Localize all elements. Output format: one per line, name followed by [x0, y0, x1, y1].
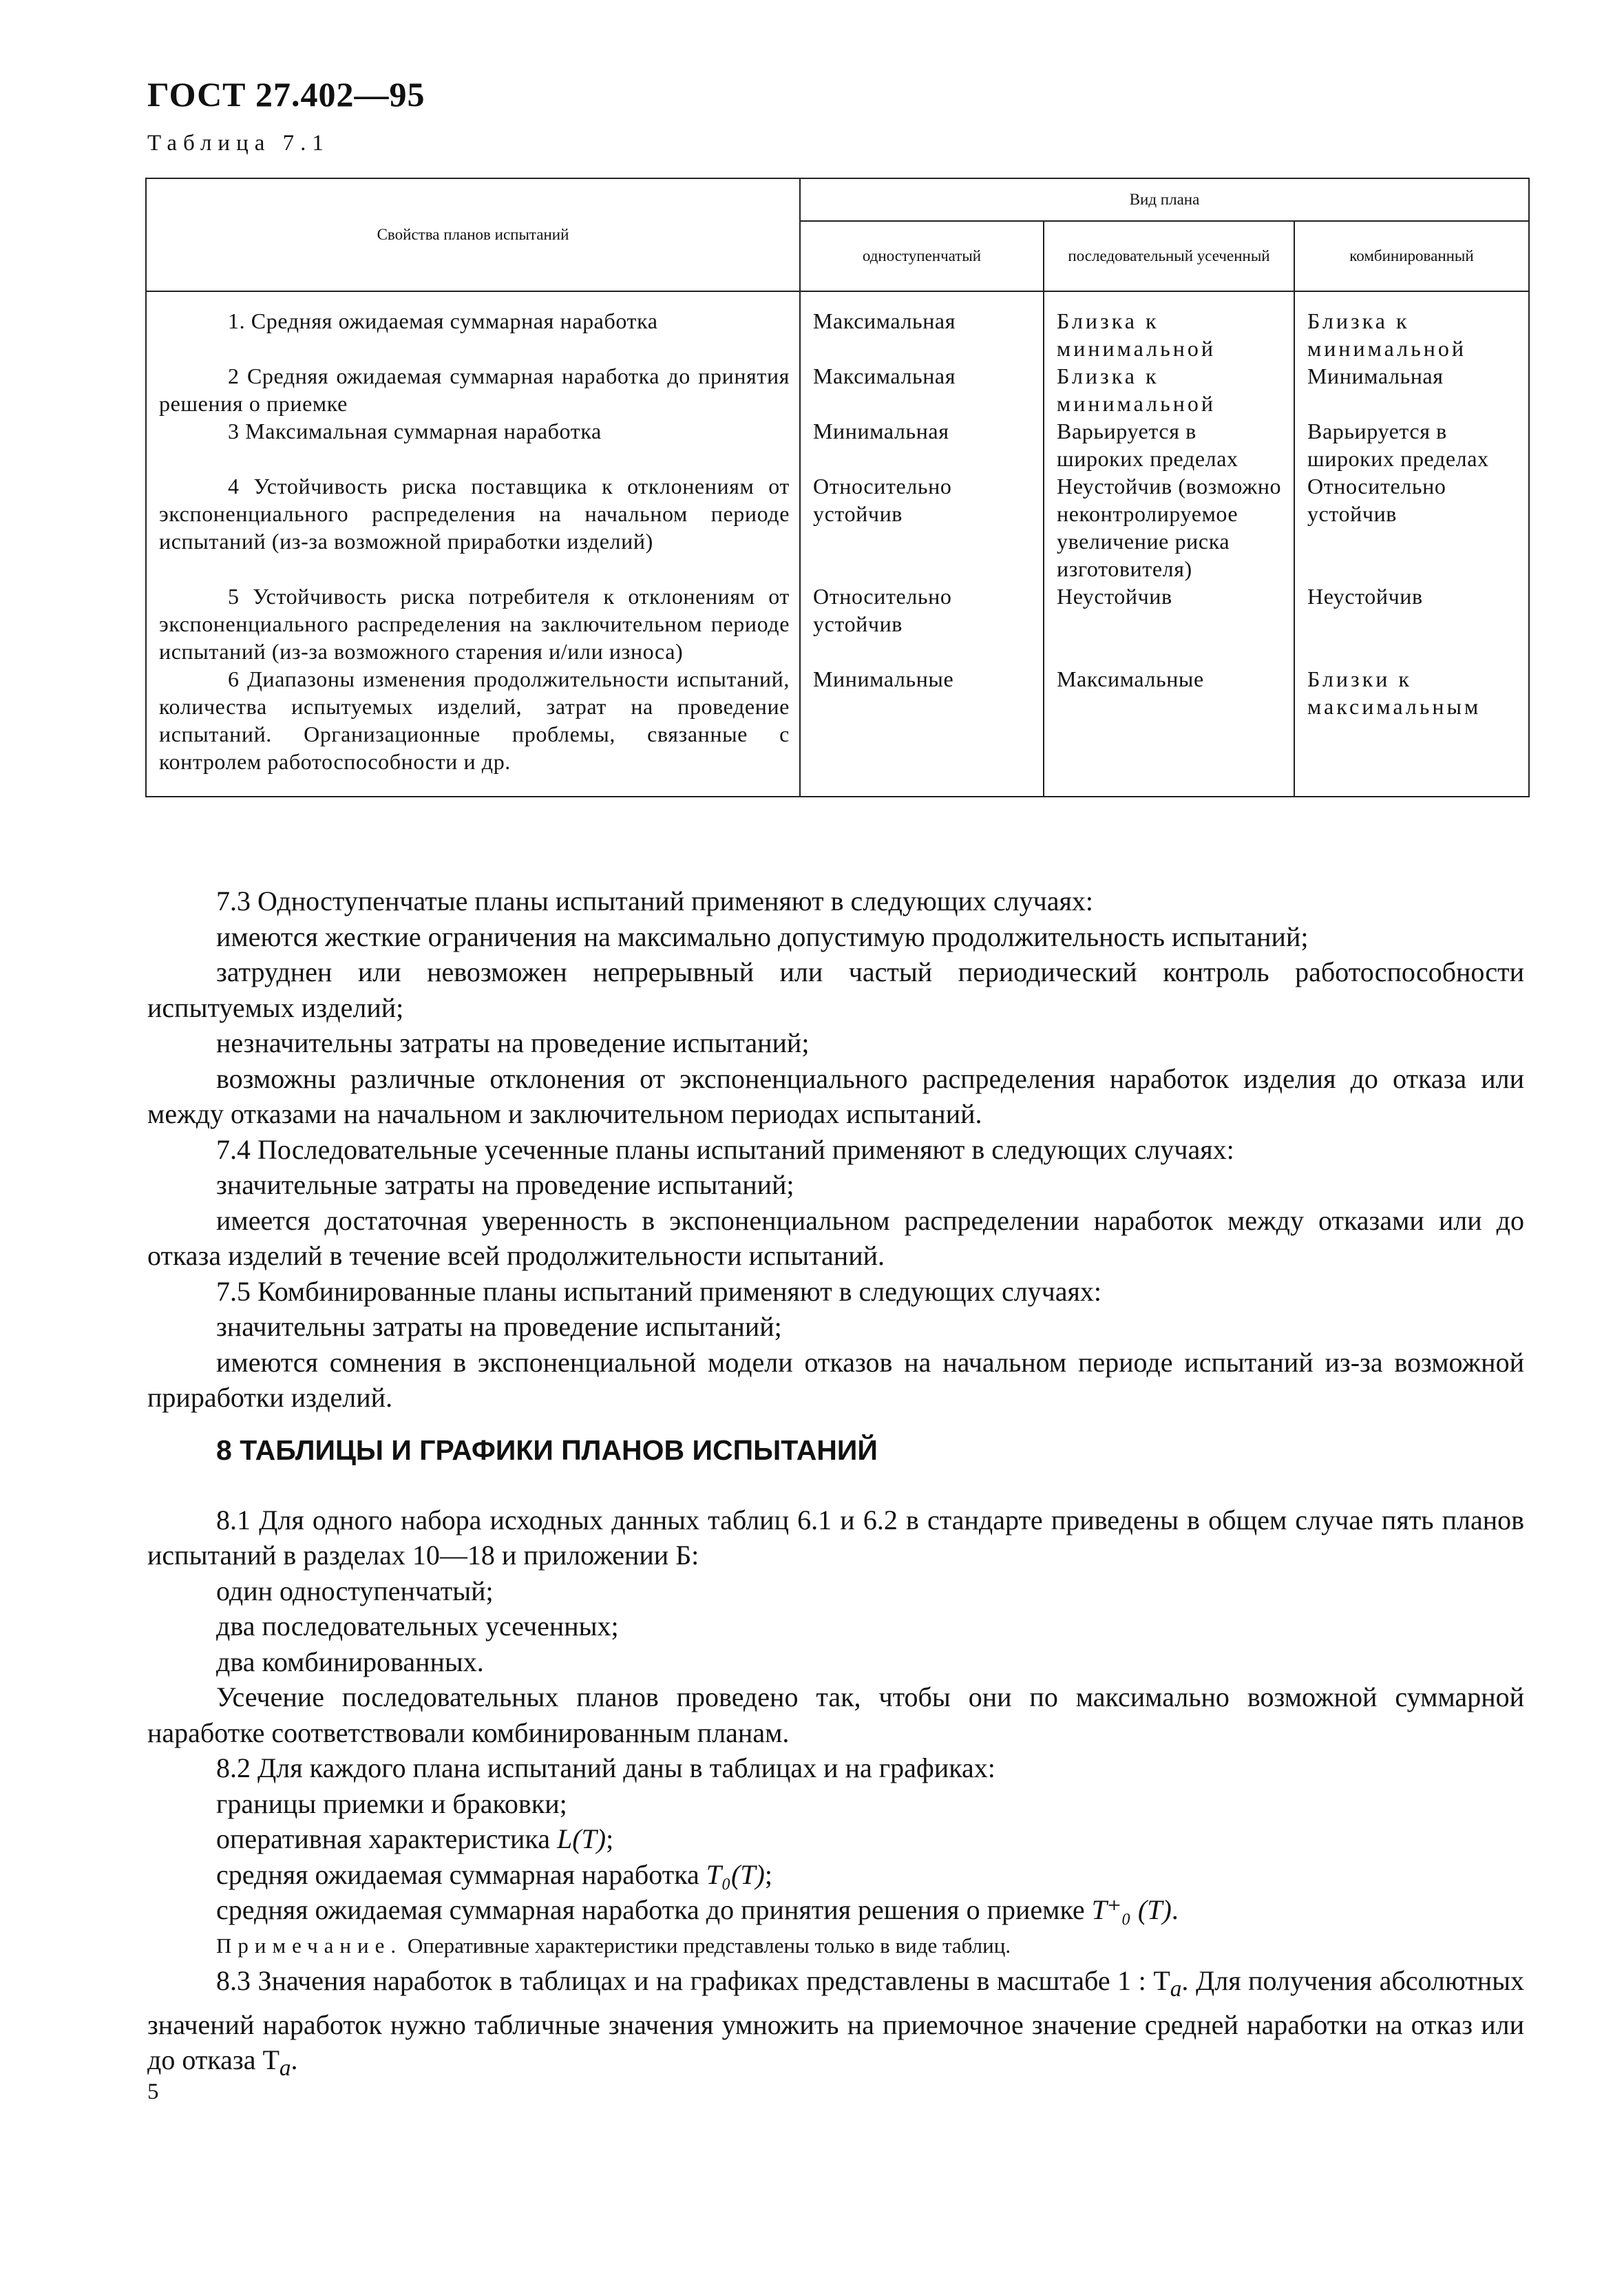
table-row: [146, 665, 1529, 797]
paragraph: затруднен или невозможен непрерывный или частый периодический контроль работоспособности испытуемых изделий;: [147, 956, 1524, 1023]
cell-single: Относительно устойчив: [800, 472, 1044, 583]
cell-property: 6 Диапазоны изменения продолжительности испытаний, количества испытуемых изделий, затрат на проведение испытаний. Организационные проблемы, связанные с контролем работоспособности и др.: [146, 665, 800, 797]
cell-sequential: Неустойчив (возможно неконтролируемое увеличение риска изготовителя): [1044, 472, 1294, 583]
plan-properties-table: [145, 178, 1530, 797]
paragraph: один одноступенчатый;: [216, 1575, 494, 1606]
paragraph: границы приемки и браковки;: [216, 1788, 567, 1819]
paragraph: незначительны затраты на проведение испытаний;: [216, 1027, 810, 1058]
cell-combined: Неустойчив: [1294, 583, 1529, 665]
cell-property: 1. Средняя ожидаемая суммарная наработка: [146, 291, 800, 362]
section-heading: 8 ТАБЛИЦЫ И ГРАФИКИ ПЛАНОВ ИСПЫТАНИЙ: [216, 1434, 878, 1466]
paragraph: два комбинированных.: [216, 1646, 484, 1677]
cell-sequential: Варьируется в широких пределах: [1044, 417, 1294, 472]
table-row: [146, 291, 1529, 362]
body-text: [147, 883, 1524, 2086]
paragraph: 7.5 Комбинированные планы испытаний применяют в следующих случаях:: [216, 1275, 1102, 1307]
note: Примечание. Оперативные характеристики представлены только в виде таблиц.: [216, 1933, 1011, 1958]
col-header-sequential: последовательный усеченный: [1044, 221, 1294, 291]
document-header: ГОСТ 27.402—95: [147, 75, 425, 114]
cell-property: 2 Средняя ожидаемая суммарная наработка до принятия решения о приемке: [146, 362, 800, 417]
cell-combined: Близки к максимальным: [1294, 665, 1529, 797]
table-row: [146, 362, 1529, 417]
paragraph: возможны различные отклонения от экспоненциального распределения наработок изделия до отказа или между отказами на начальном и заключительном периодах испытаний.: [147, 1062, 1524, 1129]
paragraph: 8.3 Значения наработок в таблицах и на графиках представлены в масштабе 1 : $T_a$. Для получения абсолютных значений наработок нужно табличные значения умножить на приемочное значение средней наработки на отказ или до отказа $T_a$.: [147, 1965, 1524, 2081]
cell-sequential: Максимальные: [1044, 665, 1294, 797]
col-header-combined: комбинированный: [1294, 221, 1529, 291]
table-row: [146, 583, 1529, 665]
cell-sequential: Неустойчив: [1044, 583, 1294, 665]
table-caption: Таблица 7.1: [147, 131, 330, 156]
cell-sequential: Близка к минимальной: [1044, 362, 1294, 417]
paragraph: средняя ожидаемая суммарная наработка T₀(T);: [216, 1858, 772, 1890]
cell-combined: Относительно устойчив: [1294, 472, 1529, 583]
math-symbol: T⁺₀ (T): [1091, 1894, 1172, 1925]
paragraph: оперативная характеристика L(T);: [216, 1823, 614, 1854]
col-header-single-stage: одноступенчатый: [800, 221, 1044, 291]
col-header-properties: Свойства планов испытаний: [146, 178, 800, 291]
cell-single: Минимальная: [800, 417, 1044, 472]
paragraph: значительные затраты на проведение испытаний;: [216, 1169, 794, 1200]
paragraph: значительны затраты на проведение испытаний;: [216, 1311, 782, 1342]
cell-property: 5 Устойчивость риска потребителя к отклонениям от экспоненциального распределения на заключительном периоде испытаний (из-за возможного старения и/или износа): [146, 583, 800, 665]
table-row: [146, 417, 1529, 472]
paragraph: Усечение последовательных планов проведено так, чтобы они по максимально возможной суммарной наработке соответствовали комбинированным планам.: [147, 1681, 1524, 1748]
paragraph: 8.2 Для каждого плана испытаний даны в таблицах и на графиках:: [216, 1752, 995, 1783]
paragraph: имеются жесткие ограничения на максимально допустимую продолжительность испытаний;: [216, 921, 1309, 952]
table-row: [146, 472, 1529, 583]
cell-combined: Минимальная: [1294, 362, 1529, 417]
cell-property: 3 Максимальная суммарная наработка: [146, 417, 800, 472]
paragraph: имеется достаточная уверенность в экспоненциальном распределении наработок между отказами или до отказа изделий в течение всей продолжительности испытаний.: [147, 1204, 1524, 1271]
col-header-plan-type: Вид плана: [800, 178, 1529, 221]
paragraph: 7.4 Последовательные усеченные планы испытаний применяют в следующих случаях:: [216, 1133, 1234, 1165]
math-symbol: T₀(T): [706, 1858, 765, 1890]
page-number: 5: [147, 2079, 159, 2104]
cell-combined: Близка к минимальной: [1294, 291, 1529, 362]
cell-sequential: Близка к минимальной: [1044, 291, 1294, 362]
paragraph: 7.3 Одноступенчатые планы испытаний применяют в следующих случаях:: [216, 885, 1094, 916]
paragraph: имеются сомнения в экспоненциальной модели отказов на начальном периоде испытаний из-за возможной приработки изделий.: [147, 1346, 1524, 1413]
cell-combined: Варьируется в широких пределах: [1294, 417, 1529, 472]
paragraph: 8.1 Для одного набора исходных данных таблиц 6.1 и 6.2 в стандарте приведены в общем случае пять планов испытаний в разделах 10—18 и приложении Б:: [147, 1504, 1524, 1571]
cell-single: Максимальная: [800, 291, 1044, 362]
cell-single: Минимальные: [800, 665, 1044, 797]
paragraph: средняя ожидаемая суммарная наработка до принятия решения о приемке T⁺₀ (T).: [216, 1894, 1179, 1925]
paragraph: два последовательных усеченных;: [216, 1611, 619, 1642]
cell-single: Максимальная: [800, 362, 1044, 417]
cell-property: 4 Устойчивость риска поставщика к отклонениям от экспоненциального распределения на начальном периоде испытаний (из-за возможной приработки изделий): [146, 472, 800, 583]
math-symbol: L(T): [556, 1823, 607, 1854]
cell-single: Относительно устойчив: [800, 583, 1044, 665]
